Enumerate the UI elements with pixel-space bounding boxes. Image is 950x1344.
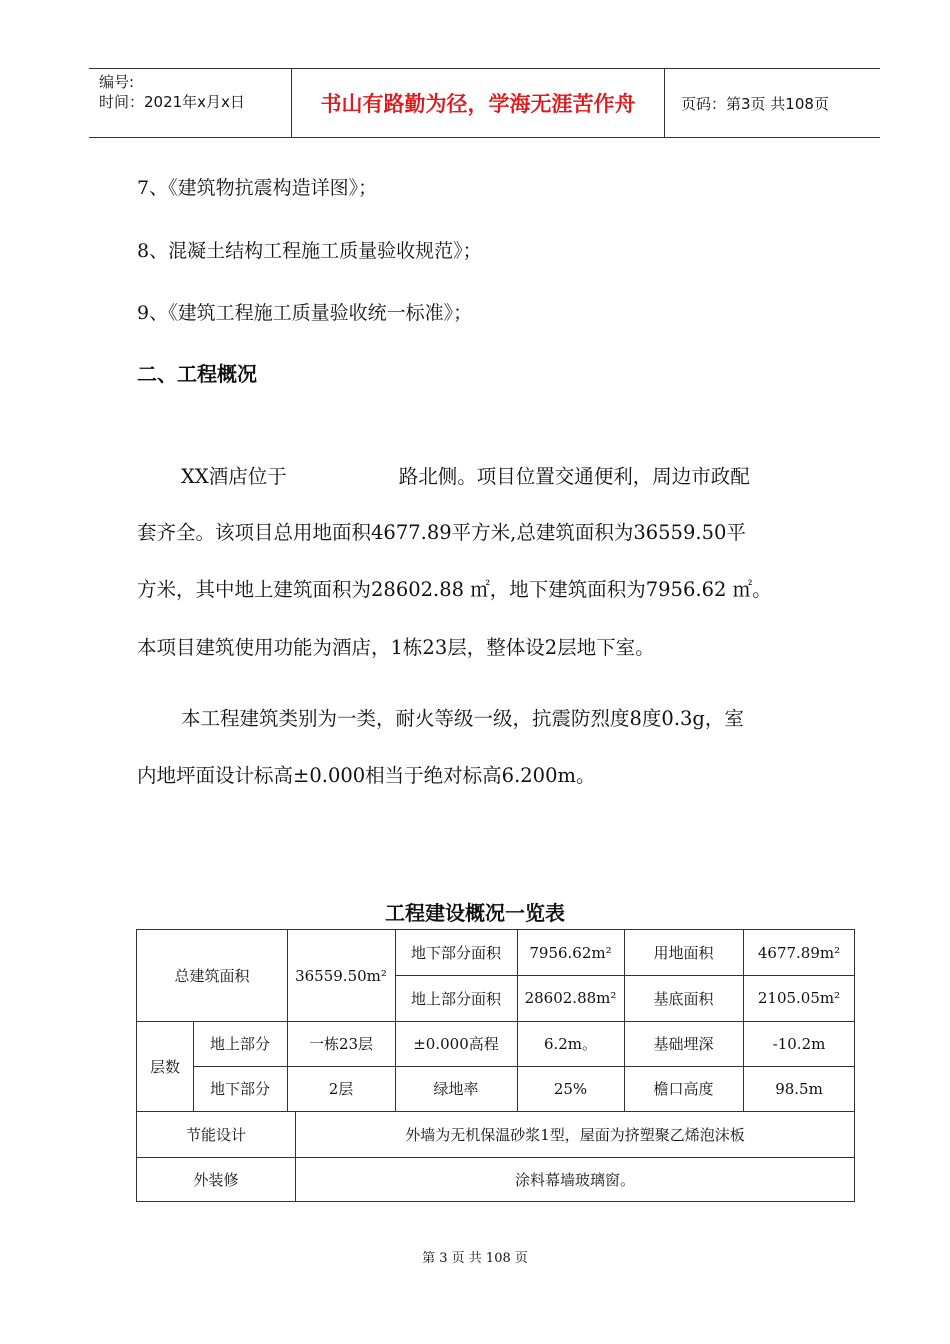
green-rate-value: 25% (553, 1079, 588, 1098)
paragraph-line: 内地坪面设计标高±0.000相当于绝对标高6.200m。 (137, 764, 596, 787)
exterior-value: 涂料幕墙玻璃窗。 (514, 1171, 635, 1189)
table-title: 工程建设概况一览表 (385, 901, 565, 925)
total-area-value: 36559.50m² (295, 966, 387, 985)
eave-height-value: 98.5m (775, 1079, 823, 1098)
eave-height-label: 檐口高度 (653, 1080, 714, 1098)
above-area-label: 地上部分面积 (410, 989, 501, 1008)
header-motto: 书山有路勤为径，学海无涯苦作舟 (291, 69, 665, 137)
base-area-value: 2105.05m² (757, 989, 841, 1007)
above-area-value: 28602.88m² (524, 989, 617, 1007)
foundation-depth-label: 基础埋深 (653, 1035, 714, 1053)
reference-item: 9、《建筑工程施工质量验收统一标准》； (137, 302, 473, 324)
energy-value: 外墙为无机保温砂浆1型，屋面为挤塑聚乙烯泡沫板 (405, 1125, 745, 1144)
paragraph-line (181, 461, 750, 489)
page-footer: 第 3 页 共 108 页 (422, 1251, 528, 1266)
page-label-text: 页码：第3页 共108页 (681, 94, 829, 113)
exterior-label: 外装修 (193, 1171, 239, 1189)
foundation-depth-value: -10.2m (772, 1034, 826, 1053)
land-area-value: 4677.89m² (757, 943, 841, 962)
below-floors: 2层 (328, 1080, 354, 1098)
number-label: 编号: (99, 73, 135, 91)
header-meta (89, 69, 291, 137)
underground-area-value: 7956.62m² (529, 943, 612, 962)
reference-item: 7、《建筑物抗震构造详图》； (137, 177, 378, 199)
overview-table (136, 929, 855, 1202)
energy-label: 节能设计 (185, 1125, 246, 1144)
elevation-label: ±0.000高程 (413, 1035, 499, 1053)
elevation-value: 6.2m。 (543, 1035, 598, 1053)
paragraph-line: 本工程建筑类别为一类，耐火等级一级，抗震防烈度8度0.3g，室 (181, 707, 744, 730)
paragraph-line: 方米，其中地上建筑面积为28602.88 ㎡，地下建筑面积为7956.62 ㎡。 (137, 578, 772, 601)
floors-label: 层数 (149, 1057, 180, 1076)
paragraph-text: 路北侧。项目位置交通便利，周边市政配 (398, 465, 750, 488)
paragraph-line: 本项目建筑使用功能为酒店，1栋23层，整体设2层地下室。 (137, 636, 655, 659)
section-heading: 二、工程概况 (137, 362, 257, 386)
below-part-label: 地下部分 (209, 1080, 270, 1098)
above-floors: 一栋23层 (308, 1035, 374, 1053)
underground-area-label: 地下部分面积 (410, 944, 501, 962)
above-part-label: 地上部分 (209, 1035, 270, 1053)
land-area-label: 用地面积 (653, 944, 714, 962)
total-area-label: 总建筑面积 (174, 967, 250, 985)
green-rate-label: 绿地率 (433, 1080, 479, 1098)
paragraph-line: 套齐全。该项目总用地面积4677.89平方米,总建筑面积为36559.50平 (137, 521, 746, 544)
paragraph-text: XX酒店位于 (181, 465, 287, 488)
time-label: 时间：2021年x月x日 (99, 93, 245, 111)
page-header (89, 68, 880, 138)
base-area-label: 基底面积 (653, 989, 714, 1008)
reference-item: 8、混凝土结构工程施工质量验收规范》； (137, 240, 482, 262)
header-page-label (673, 69, 880, 137)
